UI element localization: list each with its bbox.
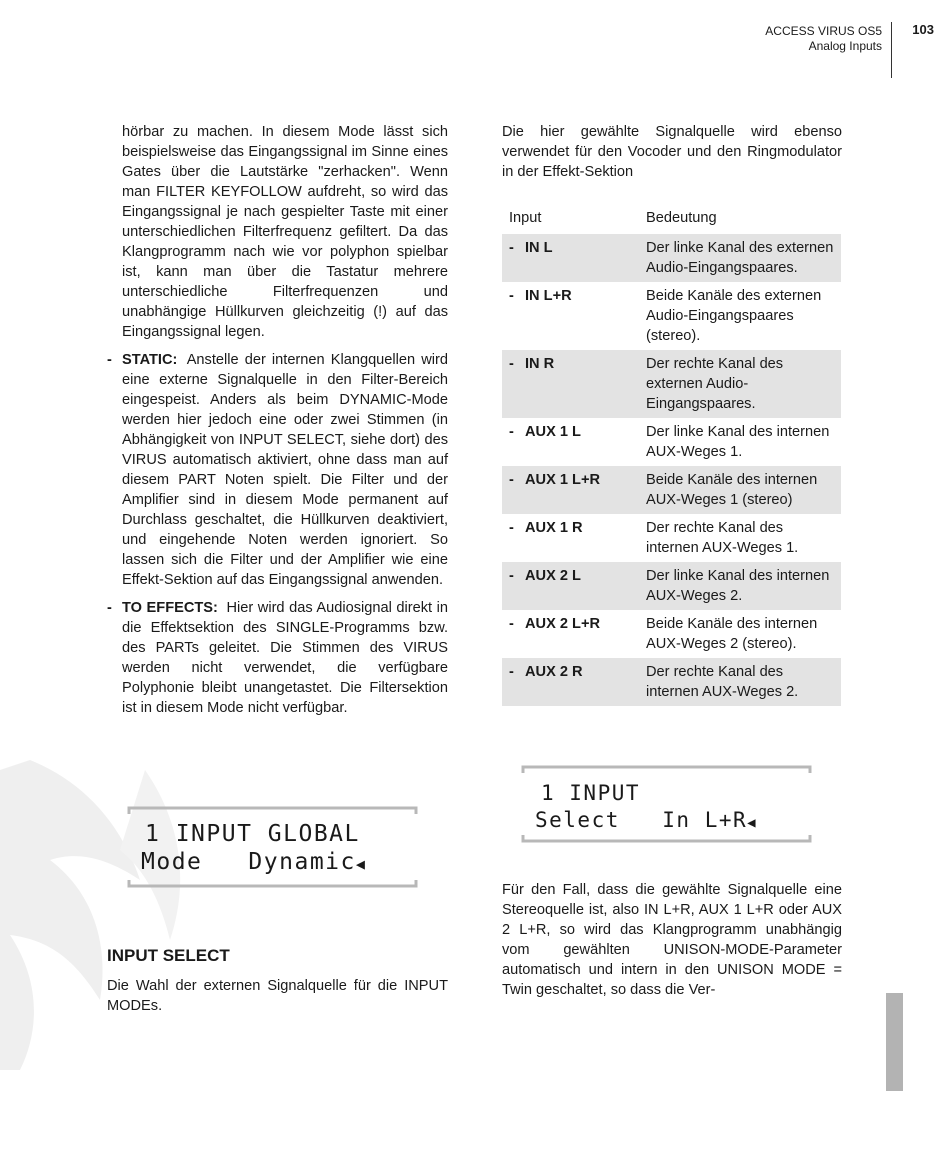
row-meaning: Der rechte Kanal des internen AUX-Weges 1. [646,520,799,556]
row-meaning: Der rechte Kanal des externen Audio-Eingangspaares. [639,350,841,418]
lcd-line-2 [535,808,756,832]
header-divider [891,22,892,78]
bullet-text: Hier wird das Audiosignal direkt in die Effektsektion des SINGLE-Programms bzw. des PARTs geleitet. Die Stimmen des VIRUS werden nicht verwendet, die verfügbare Polyphonie bleibt unangetastet. Die Filtersektion ist in diesem Mode nicht verfügbar. [122,600,448,716]
row-meaning: Der rechte Kanal des internen AUX-Weges 2. [639,658,841,706]
chapter-thumb-tab [886,993,903,1091]
row-input: AUX 2 L [525,568,581,584]
table-header-meaning: Bedeutung [646,210,717,226]
table-row [502,466,841,514]
row-meaning: Der linke Kanal des internen AUX-Weges 2. [639,562,841,610]
row-dash: - [509,424,514,440]
page-header [650,22,950,78]
row-meaning: Der linke Kanal des internen AUX-Weges 1. [646,424,830,460]
section-heading: INPUT SELECT [107,946,230,965]
row-meaning: Der linke Kanal des externen Audio-Eingangspaares. [639,234,841,282]
left-column [107,122,448,718]
right-intro-paragraph: Die hier gewählte Signalquelle wird ebenso verwendet für den Vocoder und den Ringmodulator in der Effekt-Sektion [502,124,842,180]
row-input: AUX 2 R [525,664,583,680]
row-input: AUX 2 L+R [525,616,601,632]
table-row [502,610,841,658]
row-dash: - [509,520,514,536]
row-meaning: Beide Kanäle des internen AUX-Weges 1 (stereo) [639,466,841,514]
row-dash: - [509,288,514,304]
input-select-table [502,206,841,706]
table-row [502,234,841,282]
intro-paragraph: hörbar zu machen. In diesem Mode lässt sich beispielsweise das Eingangssignal im Sinne eines Gates über die Lautstärke "zerhacken". Wenn man FILTER KEYFOLLOW aufdreht, so wird das Eingangssignal je nach gespielter Taste mit einer unterschiedlichen Filterfrequenz gefiltert. Da das Klangprogramm nach wie vor polyphon spielbar ist, kann man über die Tastatur mehrere unterschiedliche Filterfrequenzen und unabhängige Hüllkurven gleichzeitig (!) auf das Eingangssignal legen. [122,124,448,340]
watermark-logo [0,740,210,1070]
lcd-frame [127,806,418,888]
lcd-display-input-global [127,806,418,888]
bullet-static [107,350,448,590]
right-column [502,122,842,182]
bullet-text: Anstelle der internen Klangquellen wird eine externe Signalquelle in den Filter-Bereich eingespeist. Anders als beim DYNAMIC-Mode werden hier jedoch eine oder zwei Stimmen (in Abhängigkeit von INPUT SELECT, siehe dort) des VIRUS automatisch aktiviert, ohne dass man auf diesem PART Noten spielt. Die Filter und der Amplifier sind in diesem Mode permanent auf Durchlass geschaltet, die Hüllkurven deaktiviert, und eingehende Noten werden ignoriert. So lassen sich die Filter und der Amplifier wie eine Effekt-Sektion auf das Eingangssignal anwenden. [122,352,448,588]
table-row [502,514,841,562]
lcd-line-2-text: Select In L+R [535,808,748,832]
bullet-term: TO EFFECTS: [122,600,218,616]
table-header-input: Input [509,210,542,226]
bullet-dash: - [107,352,112,368]
header-title: ACCESS VIRUS OS5 [765,24,882,38]
row-input: IN L+R [525,288,572,304]
header-text [765,24,882,54]
row-input: AUX 1 L [525,424,581,440]
row-meaning: Beide Kanäle des externen Audio-Eingangspaares (stereo). [646,288,822,344]
table-row [502,562,841,610]
bullet-to-effects [107,598,448,718]
table-row [502,658,841,706]
row-input: IN L [525,240,553,256]
table-row [502,418,841,466]
row-dash: - [509,616,514,632]
lcd-display-input-select [521,764,812,844]
lcd-line-2 [141,849,365,875]
lcd-cursor-icon: ◀ [747,815,756,831]
row-dash: - [509,664,514,680]
lcd-line-1: 1 INPUT [541,781,641,805]
lcd-line-1: 1 INPUT GLOBAL [145,821,360,847]
page-number: 103 [912,22,934,37]
row-dash: - [509,472,514,488]
bullet-dash: - [107,600,112,616]
lcd-line-2-text: Mode Dynamic [141,849,356,875]
table-row [502,350,841,418]
table-header-row [502,206,841,234]
row-input: IN R [525,356,555,372]
header-subtitle: Analog Inputs [808,39,882,53]
bullet-term: STATIC: [122,352,178,368]
row-dash: - [509,356,514,372]
row-meaning: Beide Kanäle des internen AUX-Weges 2 (stereo). [646,616,818,652]
section-text: Die Wahl der externen Signalquelle für die INPUT MODEs. [107,978,448,1014]
closing-paragraph: Für den Fall, dass die gewählte Signalquelle eine Stereoquelle ist, also IN L+R, AUX 1 L+R oder AUX 2 L+R, so wird das Klangprogramm unabhängig vom gewählten UNISON-MODE-Parameter automatisch und intern in den UNISON MODE = Twin geschaltet, so dass die Ver- [502,882,842,998]
lcd-cursor-icon: ◀ [355,855,365,873]
row-dash: - [509,240,514,256]
row-dash: - [509,568,514,584]
row-input: AUX 1 R [525,520,583,536]
table-row [502,282,841,350]
row-input: AUX 1 L+R [525,472,601,488]
